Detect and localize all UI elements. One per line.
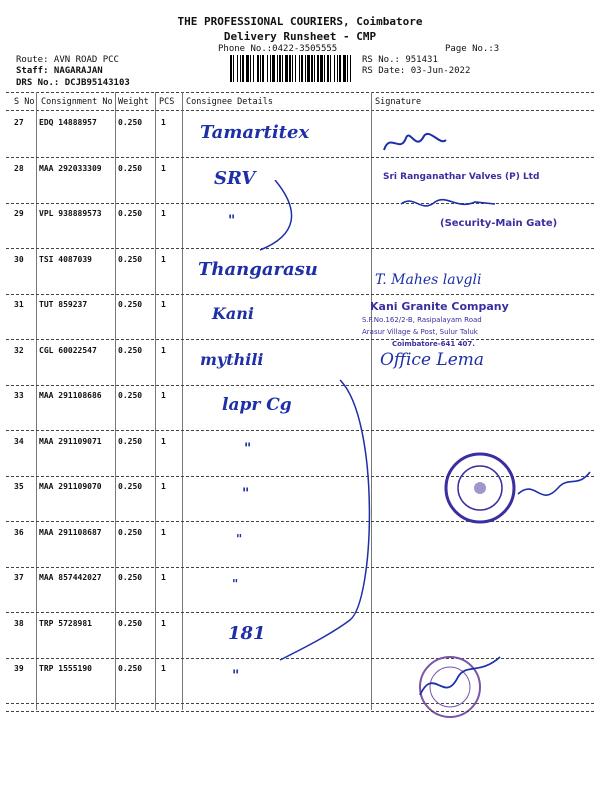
row-consignee-handwriting: " <box>244 440 252 457</box>
row-sno: 32 <box>14 345 24 355</box>
signature-office: Office Lema <box>380 350 485 370</box>
signature-scribble <box>395 190 505 216</box>
row-weight: 0.250 <box>118 300 143 309</box>
row-consignment: MAA 857442027 <box>39 573 102 582</box>
row-consignment: CGL 60022547 <box>39 345 97 355</box>
stamp-ranganathar: Sri Ranganathar Valves (P) Ltd <box>383 172 540 182</box>
round-seal-icon <box>410 645 510 725</box>
row-consignment: MAA 291109070 <box>39 482 102 491</box>
row-consignment: MAA 291108686 <box>39 391 102 400</box>
row-consignee-handwriting: Thangarasu <box>198 258 318 280</box>
row-weight: 0.250 <box>118 482 143 491</box>
row-weight: 0.250 <box>118 618 143 628</box>
row-pcs: 1 <box>161 345 166 355</box>
row-pcs: 1 <box>161 300 166 309</box>
row-pcs: 1 <box>161 254 166 264</box>
row-consignment: MAA 292033309 <box>39 163 102 173</box>
row-sno: 29 <box>14 209 24 218</box>
row-weight: 0.250 <box>118 391 143 400</box>
route: Route: AVN ROAD PCC <box>16 55 119 65</box>
row-consignee-handwriting: " <box>232 577 239 591</box>
stamp-granite-address-2: Arasur Village & Post, Sulur Taluk <box>362 328 478 336</box>
row-consignee-handwriting: Kani <box>212 304 254 323</box>
row-consignee-handwriting: " <box>232 668 240 684</box>
row-sno: 39 <box>14 664 24 673</box>
stamp-granite: Kani Granite Company <box>370 300 509 313</box>
row-consignee-handwriting: lapr Cg <box>222 395 292 415</box>
col-consignee: Consignee Details <box>186 97 273 107</box>
row-weight: 0.250 <box>118 345 143 355</box>
stamp-security-gate: (Security-Main Gate) <box>440 218 558 229</box>
rs-date: RS Date: 03-Jun-2022 <box>362 66 471 76</box>
round-seal-icon <box>440 448 600 538</box>
row-consignment: TSI 4087039 <box>39 254 92 264</box>
col-weight: Weight <box>118 97 149 107</box>
row-sno: 33 <box>14 391 24 400</box>
drs-number: DRS No.: DCJB95143103 <box>16 78 130 88</box>
row-consignee-handwriting: " <box>242 486 250 502</box>
row-weight: 0.250 <box>118 118 143 127</box>
row-sno: 34 <box>14 436 24 446</box>
signature-scribble <box>380 124 450 166</box>
row-sno: 31 <box>14 300 24 309</box>
row-sno: 36 <box>14 527 24 537</box>
page-number: Page No.:3 <box>445 44 500 54</box>
barcode <box>230 55 355 82</box>
staff: Staff: NAGARAJAN <box>16 66 103 76</box>
row-pcs: 1 <box>161 573 166 582</box>
col-consignment: Consignment No <box>41 97 113 107</box>
stamp-granite-address-1: S.F.No.162/2-B, Rasipalayam Road <box>362 316 482 324</box>
row-weight: 0.250 <box>118 436 143 446</box>
row-consignee-handwriting: SRV <box>214 167 256 189</box>
row-weight: 0.250 <box>118 209 143 218</box>
row-pcs: 1 <box>161 664 166 673</box>
row-sno: 37 <box>14 573 24 582</box>
row-weight: 0.250 <box>118 254 143 264</box>
row-sno: 35 <box>14 482 24 491</box>
row-consignment: MAA 291109071 <box>39 436 102 446</box>
rs-number: RS No.: 951431 <box>362 55 438 65</box>
signature-maheswari: T. Mahes lavgli <box>375 272 482 288</box>
row-weight: 0.250 <box>118 573 143 582</box>
bracket-line <box>180 180 380 710</box>
row-pcs: 1 <box>161 436 166 446</box>
row-pcs: 1 <box>161 527 166 537</box>
row-consignee-handwriting: " <box>228 213 236 229</box>
row-pcs: 1 <box>161 209 166 218</box>
col-pcs: PCS <box>159 97 175 107</box>
row-consignment: TRP 5728981 <box>39 618 92 628</box>
row-consignment: VPL 938889573 <box>39 209 102 218</box>
row-sno: 28 <box>14 163 24 173</box>
table-row <box>6 112 594 157</box>
row-consignment: MAA 291108687 <box>39 527 102 537</box>
row-consignment: TUT 859237 <box>39 300 88 309</box>
phone-number: Phone No.:0422-3505555 <box>218 44 338 54</box>
row-consignee-handwriting: mythili <box>200 349 264 369</box>
row-weight: 0.250 <box>118 527 143 537</box>
company-name: THE PROFESSIONAL COURIERS, Coimbatore <box>177 15 423 28</box>
row-pcs: 1 <box>161 118 166 127</box>
stamp-granite-address-3: Coimbatore-641 407. <box>392 340 475 348</box>
row-consignee-handwriting: " <box>236 531 243 546</box>
row-sno: 27 <box>14 118 24 127</box>
row-consignee-handwriting: Tamartitex <box>200 122 310 143</box>
row-sno: 38 <box>14 618 24 628</box>
row-pcs: 1 <box>161 163 166 173</box>
row-pcs: 1 <box>161 391 166 400</box>
row-consignee-handwriting: 181 <box>228 622 266 644</box>
row-consignment: TRP 1555190 <box>39 664 92 673</box>
row-consignment: EDQ 14888957 <box>39 118 97 127</box>
col-signature: Signature <box>375 97 422 107</box>
col-sno: S No <box>14 97 35 107</box>
row-pcs: 1 <box>161 482 166 491</box>
document-title: Delivery Runsheet - CMP <box>223 30 377 43</box>
row-weight: 0.250 <box>118 664 143 673</box>
row-pcs: 1 <box>161 618 166 628</box>
row-sno: 30 <box>14 254 24 264</box>
row-weight: 0.250 <box>118 163 143 173</box>
